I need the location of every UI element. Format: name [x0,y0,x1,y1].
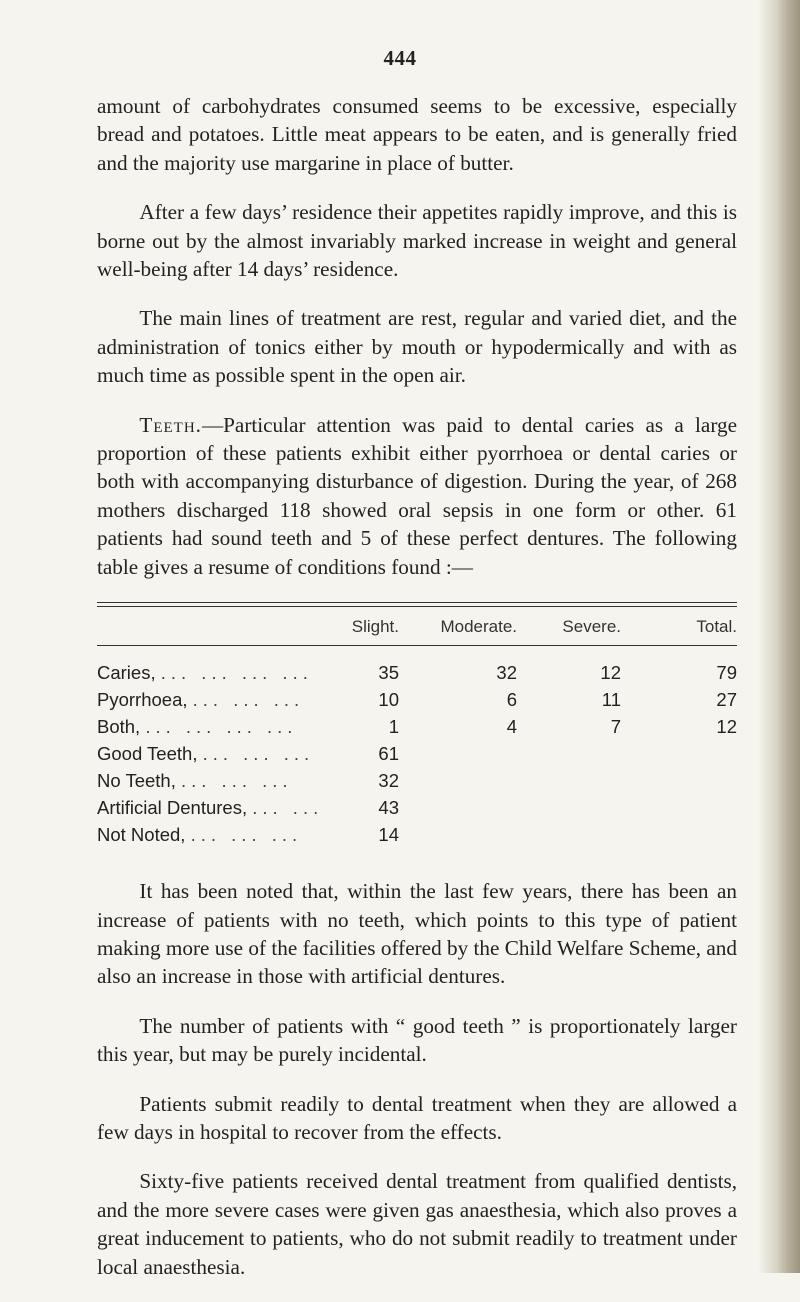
row-leader-dots: ... ... ... [192,689,305,711]
cell-slight: 35 [378,662,399,684]
paragraph: It has been noted that, within the last few years, there has been an increase of patients with no teeth, which points to this type of patient making more use of the facilities offered by the Child Welfare Scheme, and also an increase in those with artificial dentures. [97,879,737,989]
row-label-text: Not Noted, [97,824,186,846]
paragraph: The main lines of treatment are rest, regular and varied diet, and the administration of tonics either by mouth or hypodermically and with as much time as possible spent in the open air. [97,306,737,388]
row-leader-dots: ... ... ... ... [145,716,298,738]
row-leader-dots: ... ... ... [190,824,303,846]
cell-slight: 43 [378,797,399,819]
row-label [97,713,337,741]
cell-severe: 11 [601,689,621,711]
table-row [97,795,737,822]
row-label-text: Both, [97,716,141,738]
cell-total: 27 [716,689,737,711]
row-label [97,767,337,795]
header-moderate: Moderate. [440,616,517,636]
row-label [97,659,337,687]
row-label-text: Artificial Dentures, [97,797,248,819]
cell-severe: 12 [600,662,621,684]
cell-slight: 61 [378,743,399,765]
table-row [97,714,737,741]
paragraph: amount of carbohydrates consumed seems to be excessive, especially bread and potatoes. Little meat appears to be eaten, and is generally fried and the majority use margarine in place of butter. [97,94,737,175]
cell-slight: 10 [378,689,399,711]
header-severe: Severe. [562,616,621,636]
teeth-text: —Particular attention was paid to dental caries as a large proportion of these patients exhibit either pyorrhoea or dental caries or both with accompanying disturbance of digestion. During the year, of 268 mothers discharged 118 showed oral sepsis in one form or other. 61 patients had sound teeth and 5 of these perfect dentures. The following table gives a resume of conditions found :— [97,412,737,579]
table-row [97,822,737,849]
paragraph: Patients submit readily to dental treatment when they are allowed a few days in hospital to recover from the effects. [97,1091,737,1144]
cell-slight: 14 [378,824,399,846]
row-label-text: Good Teeth, [97,743,198,765]
row-label [97,794,337,822]
page-edge-shadow [758,0,800,1273]
cell-severe: 7 [610,716,621,738]
row-label-text: Caries, [97,662,156,684]
cell-slight: 32 [378,770,399,792]
row-label-text: Pyorrhoea, [97,689,188,711]
row-label [97,740,337,768]
document-body [97,92,737,1302]
teeth-paragraph [97,411,737,581]
table-row [97,741,737,768]
row-leader-dots: ... ... ... [202,743,315,765]
paragraph: Sixty-five patients received dental treatment from qualified dentists, and the more severe cases were given gas anaesthesia, which also proves a great inducement to patients, who do not submit readily to treatment under local anaesthesia. [97,1169,737,1279]
row-leader-dots: ... ... ... [181,770,293,792]
row-label [97,821,337,849]
paragraph: The number of patients with “ good teeth ” is proportionately larger this year, but may be purely incidental. [97,1013,737,1067]
cell-moderate: 6 [506,689,517,711]
paragraph: After a few days’ residence their appetites rapidly improve, and this is borne out by the almost invariably marked increase in weight and general well-being after 14 days’ residence. [97,200,737,282]
cell-moderate: 32 [496,662,517,684]
cell-slight: 1 [388,716,399,738]
table-row [97,687,737,714]
cell-moderate: 4 [506,716,517,738]
header-slight: Slight. [351,616,399,636]
dental-conditions-table [97,602,737,849]
table-body [97,646,737,849]
cell-total: 79 [716,662,737,684]
row-leader-dots: ... ... [252,797,324,819]
page-number: 444 [383,46,417,70]
header-total: Total. [696,616,737,636]
table-row [97,660,737,687]
table-header-row [97,607,737,641]
cell-total: 12 [716,716,737,738]
row-leader-dots: ... ... ... ... [160,662,313,684]
row-label [97,686,337,714]
row-label-text: No Teeth, [97,770,176,792]
table-row [97,768,737,795]
teeth-heading: Teeth. [139,412,202,437]
